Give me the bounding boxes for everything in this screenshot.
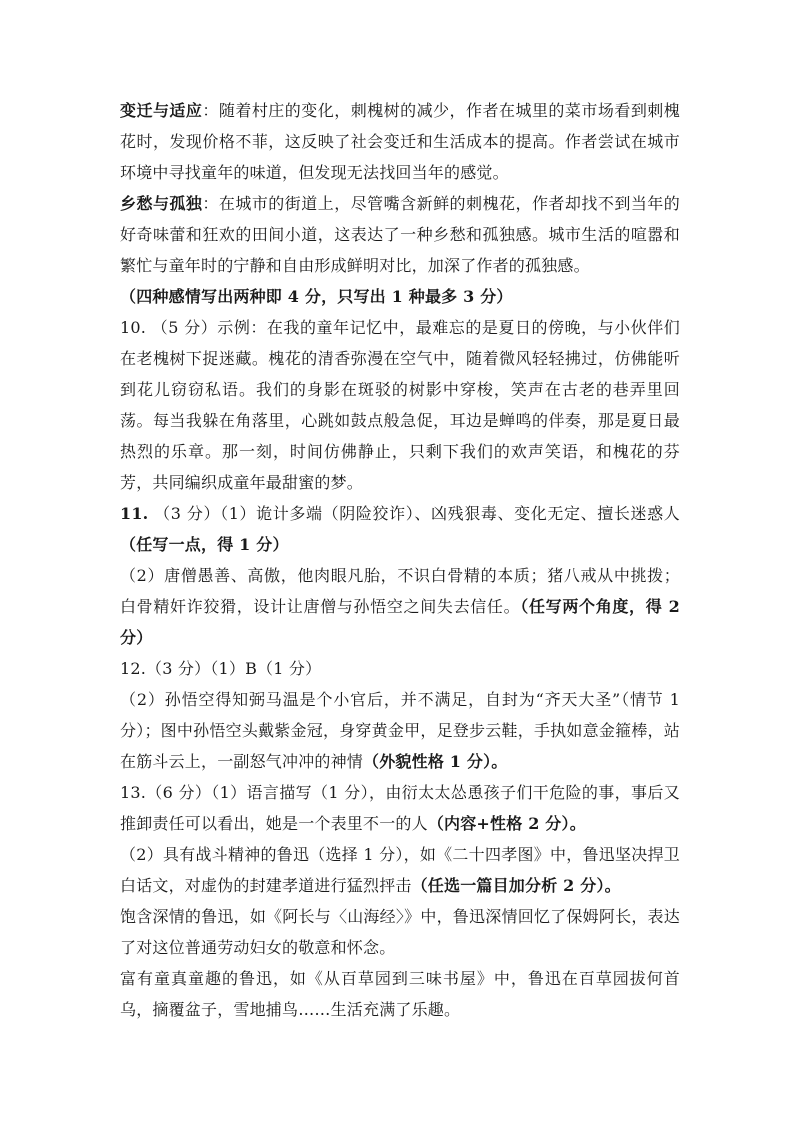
scoring-note-text: （任写一点，得 1 分）	[120, 535, 289, 554]
answer-text: 饱含深情的鲁迅，如《阿长与〈山海经〉》中，鲁迅深情回忆了保姆阿长，表达了对这位普通劳动妇女的敬意和怀念。	[120, 907, 680, 957]
answer-10	[120, 312, 680, 498]
answer-text: 13.（6 分）（1）语言描写（1 分），由衍太太怂恿孩子们干危险的事，事后又推卸责任可以看出，她是一个表里不一的人	[120, 783, 680, 833]
answer-text: 12.（3 分）（1）B（1 分）	[120, 659, 322, 678]
paragraph-nostalgia-loneliness	[120, 188, 680, 281]
scoring-note-text: （内容+性格 2 分）。	[427, 814, 586, 833]
answer-text: （2）具有战斗精神的鲁迅（选择 1 分），如《二十四孝图》中，鲁迅坚决捍卫白话文，对虚伪的封建孝道进行猛烈抨击	[120, 845, 680, 895]
scoring-note	[120, 281, 680, 312]
paragraph-text: ：随着村庄的变化，刺槐树的减少，作者在城里的菜市场看到刺槐花时，发现价格不菲，这反映了社会变迁和生活成本的提高。作者尝试在城市环境中寻找童年的味道，但发现无法找回当年的感觉。	[120, 101, 680, 182]
answer-document	[120, 95, 680, 1025]
answer-12-part-2	[120, 684, 680, 777]
answer-text: 富有童真童趣的鲁迅，如《从百草园到三味书屋》中，鲁迅在百草园拔何首乌，摘覆盆子，雪地捕鸟……生活充满了乐趣。	[120, 969, 680, 1019]
answer-text: （2）唐僧愚善、高傲，他肉眼凡胎，不识白骨精的本质；猪八戒从中挑拨；白骨精奸诈狡猾，设计让唐僧与孙悟空之间失去信任。	[120, 566, 680, 616]
question-number-11: 11.	[120, 504, 149, 523]
scoring-note-text: （任写两个角度，得 2 分）	[120, 597, 680, 647]
paragraph-change-adaptation	[120, 95, 680, 188]
answer-11-part-2	[120, 560, 680, 653]
answer-13-example-childhood	[120, 963, 680, 1025]
heading-change-adaptation: 变迁与适应	[120, 101, 203, 120]
scoring-note-text: （四种感情写出两种即 4 分，只写出 1 种最多 3 分）	[120, 287, 513, 306]
answer-text: （2）孙悟空得知弼马温是个小官后，并不满足，自封为“齐天大圣”（情节 1 分）；图中孙悟空头戴紫金冠，身穿黄金甲，足登步云鞋，手执如意金箍棒，站在筋斗云上，一副怒气冲冲的神情	[120, 690, 680, 771]
answer-13-example-affection	[120, 901, 680, 963]
answer-10-text: 10. （5 分）示例：在我的童年记忆中，最难忘的是夏日的傍晚，与小伙伴们在老槐树下捉迷藏。槐花的清香弥漫在空气中，随着微风轻轻拂过，仿佛能听到花儿窃窃私语。我们的身影在斑驳的树影中穿梭，笑声在古老的巷弄里回荡。每当我躲在角落里，心跳如鼓点般急促，耳边是蝉鸣的伴奏，那是夏日最热烈的乐章。那一刻，时间仿佛静止，只剩下我们的欢声笑语，和槐花的芬芳，共同编织成童年最甜蜜的梦。	[120, 318, 680, 492]
answer-11-part-1	[120, 498, 680, 560]
answer-text: （3 分）（1）诡计多端（阴险狡诈）、凶残狠毒、变化无定、擅长迷惑人	[148, 504, 680, 523]
scoring-note-text: （外貌性格 1 分）。	[363, 752, 508, 771]
answer-13-part-2	[120, 839, 680, 901]
answer-12-part-1	[120, 653, 680, 684]
heading-nostalgia-loneliness: 乡愁与孤独	[120, 194, 203, 213]
scoring-note-text: （任选一篇目加分析 2 分）。	[411, 876, 621, 895]
answer-13-part-1	[120, 777, 680, 839]
paragraph-text: ：在城市的街道上，尽管嘴含新鲜的刺槐花，作者却找不到当年的好奇味蕾和狂欢的田间小道，这表达了一种乡愁和孤独感。城市生活的喧嚣和繁忙与童年时的宁静和自由形成鲜明对比，加深了作者的孤独感。	[120, 194, 680, 275]
